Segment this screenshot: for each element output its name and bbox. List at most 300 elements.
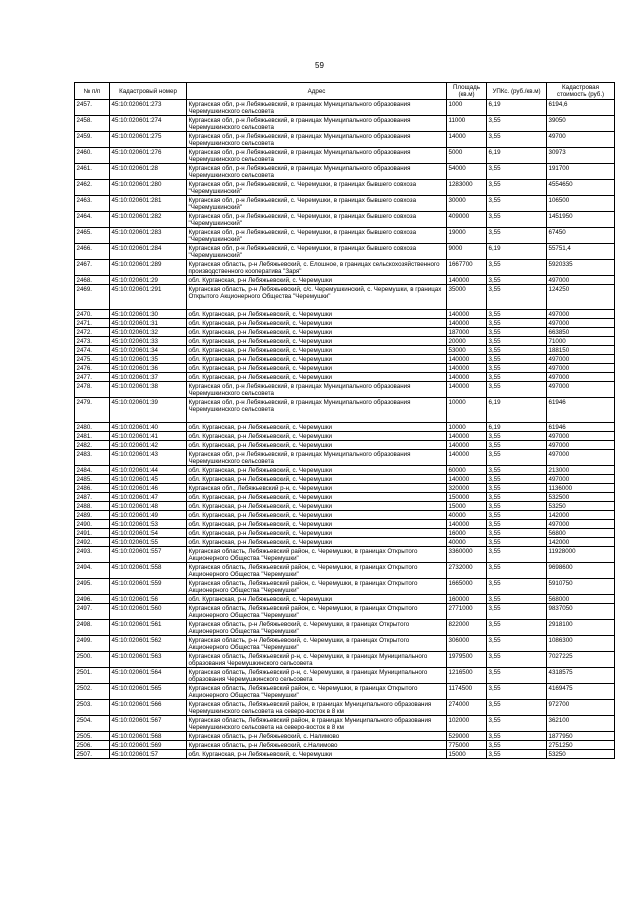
cell-area: 140000 xyxy=(447,441,487,450)
cell-address: обл. Курганская, р-н Лебяжьевский, с. Черемушки xyxy=(187,337,447,346)
cell-index: 2471. xyxy=(75,319,110,328)
table-row xyxy=(75,180,615,196)
cell-address: обл. Курганская, р-н Лебяжьевский, с. Черемушки xyxy=(187,595,447,604)
cell-index: 2479. xyxy=(75,398,110,423)
cell-upks: 3,55 xyxy=(487,520,547,529)
cell-index: 2469. xyxy=(75,285,110,310)
cell-area: 102000 xyxy=(447,716,487,732)
cell-upks: 3,55 xyxy=(487,502,547,511)
cell-cadastral-number: 45:10:020601:565 xyxy=(110,684,187,700)
cell-cadastral-number: 45:10:020601:53 xyxy=(110,520,187,529)
header-cadastral-number: Кадастровый номер xyxy=(110,83,187,100)
cell-upks: 3,55 xyxy=(487,276,547,285)
cell-address: Курганская обл, р-н Лебяжьевский, в границах Муниципального образования Черемушкинского сельсовета xyxy=(187,116,447,132)
cell-address: обл. Курганская, р-н Лебяжьевский, с. Черемушки xyxy=(187,355,447,364)
table-body xyxy=(75,100,615,759)
cell-area: 1979500 xyxy=(447,652,487,668)
cell-upks: 3,55 xyxy=(487,116,547,132)
table-row xyxy=(75,700,615,716)
cell-area: 10000 xyxy=(447,423,487,432)
cell-cadastral-value: 61946 xyxy=(547,398,615,423)
cell-cadastral-value: 568000 xyxy=(547,595,615,604)
cell-address: Курганская область, р-н Лебяжьевский, с. Черемушки, в границах Открытого Акционерного Общества "Черемушки" xyxy=(187,636,447,652)
cell-cadastral-value: 188150 xyxy=(547,346,615,355)
cell-cadastral-value: 1451950 xyxy=(547,212,615,228)
table-row xyxy=(75,668,615,684)
table-row xyxy=(75,466,615,475)
cell-index: 2458. xyxy=(75,116,110,132)
cell-index: 2501. xyxy=(75,668,110,684)
cell-upks: 3,55 xyxy=(487,652,547,668)
cell-cadastral-number: 45:10:020601:57 xyxy=(110,750,187,759)
cell-address: обл. Курганская, р-н Лебяжьевский, с. Черемушки xyxy=(187,466,447,475)
cell-index: 2486. xyxy=(75,484,110,493)
cell-cadastral-number: 45:10:020601:289 xyxy=(110,260,187,276)
header-area: Площадь (кв.м) xyxy=(447,83,487,100)
cell-address: Курганская обл, р-н Лебяжьевский, с. Черемушки, в границах бывшего совхоза "Черемушкинский" xyxy=(187,212,447,228)
table-row xyxy=(75,244,615,260)
cell-cadastral-value: 7027225 xyxy=(547,652,615,668)
table-row xyxy=(75,484,615,493)
cell-area: 409000 xyxy=(447,212,487,228)
cell-area: 15000 xyxy=(447,502,487,511)
cell-cadastral-value: 124250 xyxy=(547,285,615,310)
cell-cadastral-value: 5910750 xyxy=(547,579,615,595)
cell-cadastral-value: 106500 xyxy=(547,196,615,212)
cell-index: 2483. xyxy=(75,450,110,466)
cell-upks: 3,55 xyxy=(487,684,547,700)
cell-index: 2505. xyxy=(75,732,110,741)
cell-cadastral-value: 1086300 xyxy=(547,636,615,652)
cell-address: Курганская область, Лебяжьевский р-н, с. Черемушки, в границах Муниципального образования Черемушкинского сельсовета xyxy=(187,668,447,684)
cell-index: 2468. xyxy=(75,276,110,285)
cell-area: 53000 xyxy=(447,346,487,355)
table-row xyxy=(75,636,615,652)
cell-area: 1216500 xyxy=(447,668,487,684)
cell-area: 140000 xyxy=(447,319,487,328)
cell-cadastral-number: 45:10:020601:276 xyxy=(110,148,187,164)
cell-cadastral-number: 45:10:020601:562 xyxy=(110,636,187,652)
cell-index: 2467. xyxy=(75,260,110,276)
cell-cadastral-value: 362100 xyxy=(547,716,615,732)
cell-upks: 3,55 xyxy=(487,337,547,346)
cell-cadastral-value: 497000 xyxy=(547,364,615,373)
table-row xyxy=(75,382,615,398)
cell-cadastral-value: 53250 xyxy=(547,502,615,511)
cell-cadastral-value: 11928000 xyxy=(547,547,615,563)
cell-upks: 3,55 xyxy=(487,180,547,196)
cell-address: Курганская область, Лебяжьевский район, в границах Муниципального образования Черемушкинского сельсовета на северо-восток в 8 км xyxy=(187,716,447,732)
cell-upks: 3,55 xyxy=(487,373,547,382)
table-row xyxy=(75,319,615,328)
cell-cadastral-number: 45:10:020601:34 xyxy=(110,346,187,355)
cadastral-table xyxy=(74,82,615,759)
table-row xyxy=(75,620,615,636)
table-row xyxy=(75,547,615,563)
cell-cadastral-number: 45:10:020601:56 xyxy=(110,595,187,604)
table-row xyxy=(75,196,615,212)
cell-area: 10000 xyxy=(447,398,487,423)
cell-cadastral-value: 497000 xyxy=(547,432,615,441)
cell-address: Курганская область, Лебяжьевский район, с. Черемушки, в границах Открытого Акционерного Общества "Черемушки" xyxy=(187,563,447,579)
cell-area: 5000 xyxy=(447,148,487,164)
cell-index: 2463. xyxy=(75,196,110,212)
cell-area: 140000 xyxy=(447,475,487,484)
cell-upks: 3,55 xyxy=(487,636,547,652)
cell-cadastral-value: 497000 xyxy=(547,450,615,466)
cell-upks: 3,55 xyxy=(487,700,547,716)
cell-cadastral-value: 4318575 xyxy=(547,668,615,684)
cell-upks: 3,55 xyxy=(487,355,547,364)
cell-cadastral-value: 1136000 xyxy=(547,484,615,493)
cell-cadastral-value: 61946 xyxy=(547,423,615,432)
cell-index: 2494. xyxy=(75,563,110,579)
cell-area: 14000 xyxy=(447,132,487,148)
table-row xyxy=(75,100,615,116)
table-row xyxy=(75,595,615,604)
cell-cadastral-number: 45:10:020601:46 xyxy=(110,484,187,493)
table-row xyxy=(75,502,615,511)
cell-index: 2485. xyxy=(75,475,110,484)
table-row xyxy=(75,328,615,337)
cell-area: 150000 xyxy=(447,493,487,502)
cell-upks: 3,55 xyxy=(487,620,547,636)
cell-upks: 3,55 xyxy=(487,484,547,493)
table-header-row xyxy=(75,83,615,100)
table-row xyxy=(75,529,615,538)
cell-upks: 3,55 xyxy=(487,346,547,355)
cell-address: обл. Курганская, р-н Лебяжьевский, с. Черемушки xyxy=(187,373,447,382)
cell-cadastral-number: 45:10:020601:35 xyxy=(110,355,187,364)
cell-cadastral-number: 45:10:020601:561 xyxy=(110,620,187,636)
cell-index: 2488. xyxy=(75,502,110,511)
cell-cadastral-value: 4169475 xyxy=(547,684,615,700)
cell-cadastral-value: 9837050 xyxy=(547,604,615,620)
header-address: Адрес xyxy=(187,83,447,100)
cell-area: 60000 xyxy=(447,466,487,475)
table-row xyxy=(75,716,615,732)
cell-cadastral-value: 30973 xyxy=(547,148,615,164)
cell-index: 2459. xyxy=(75,132,110,148)
cell-address: Курганская область, Лебяжьевский район, с. Черемушки, в границах Открытого Акционерного Общества "Черемушки" xyxy=(187,604,447,620)
cell-address: Курганская обл, р-н Лебяжьевский, с. Черемушки, в границах бывшего совхоза "Черемушкинский" xyxy=(187,180,447,196)
table-row xyxy=(75,432,615,441)
cell-address: Курганская обл, р-н Лебяжьевский, с. Черемушки, в границах бывшего совхоза "Черемушкинский" xyxy=(187,244,447,260)
cell-cadastral-value: 2751250 xyxy=(547,741,615,750)
cell-area: 775000 xyxy=(447,741,487,750)
cell-index: 2503. xyxy=(75,700,110,716)
header-cadastral-value: Кадастровая стоимость (руб.) xyxy=(547,83,615,100)
cell-address: Курганская область, р-н Лебяжьевский, с/с. Черемушкинский, с. Черемушки, в границах Открытого Акционерного Общества "Черемушки" xyxy=(187,285,447,310)
cell-cadastral-number: 45:10:020601:42 xyxy=(110,441,187,450)
cell-cadastral-number: 45:10:020601:280 xyxy=(110,180,187,196)
cell-cadastral-number: 45:10:020601:48 xyxy=(110,502,187,511)
cell-cadastral-number: 45:10:020601:37 xyxy=(110,373,187,382)
cell-cadastral-value: 213000 xyxy=(547,466,615,475)
table-row xyxy=(75,579,615,595)
cell-address: Курганская обл, р-н Лебяжьевский, в границах Муниципального образования Черемушкинского сельсовета xyxy=(187,398,447,423)
cell-cadastral-value: 9698600 xyxy=(547,563,615,579)
table-row xyxy=(75,228,615,244)
cell-cadastral-value: 6194,6 xyxy=(547,100,615,116)
cell-index: 2495. xyxy=(75,579,110,595)
cell-address: Курганская обл., Лебяжьевский р-н, с. Черемушки xyxy=(187,484,447,493)
cell-upks: 3,55 xyxy=(487,579,547,595)
cell-area: 140000 xyxy=(447,355,487,364)
cell-area: 15000 xyxy=(447,750,487,759)
cell-area: 140000 xyxy=(447,373,487,382)
cell-cadastral-number: 45:10:020601:281 xyxy=(110,196,187,212)
cell-index: 2507. xyxy=(75,750,110,759)
cell-area: 140000 xyxy=(447,520,487,529)
cell-area: 16000 xyxy=(447,529,487,538)
cell-cadastral-value: 1877950 xyxy=(547,732,615,741)
cell-address: обл. Курганская, р-н Лебяжьевский, с. Черемушки xyxy=(187,750,447,759)
cell-upks: 3,55 xyxy=(487,466,547,475)
cell-upks: 3,55 xyxy=(487,750,547,759)
cell-index: 2480. xyxy=(75,423,110,432)
cell-upks: 3,55 xyxy=(487,563,547,579)
cell-cadastral-number: 45:10:020601:291 xyxy=(110,285,187,310)
cell-area: 54000 xyxy=(447,164,487,180)
cell-address: Курганская обл, р-н Лебяжьевский, в границах Муниципального образования Черемушкинского сельсовета xyxy=(187,100,447,116)
cell-upks: 3,55 xyxy=(487,164,547,180)
cell-cadastral-number: 45:10:020601:43 xyxy=(110,450,187,466)
cell-cadastral-value: 142000 xyxy=(547,511,615,520)
cell-index: 2500. xyxy=(75,652,110,668)
cell-address: обл. Курганская, р-н Лебяжьевский, с. Черемушки xyxy=(187,493,447,502)
cell-area: 187000 xyxy=(447,328,487,337)
cell-area: 9000 xyxy=(447,244,487,260)
header-index: № п/п xyxy=(75,83,110,100)
cell-cadastral-number: 45:10:020601:31 xyxy=(110,319,187,328)
table-row xyxy=(75,604,615,620)
cell-upks: 3,55 xyxy=(487,132,547,148)
cell-cadastral-value: 5920335 xyxy=(547,260,615,276)
cell-cadastral-number: 45:10:020601:283 xyxy=(110,228,187,244)
cell-upks: 3,55 xyxy=(487,196,547,212)
table-row xyxy=(75,652,615,668)
cell-index: 2477. xyxy=(75,373,110,382)
cell-upks: 3,55 xyxy=(487,432,547,441)
cell-area: 140000 xyxy=(447,450,487,466)
cell-upks: 3,55 xyxy=(487,511,547,520)
cell-address: Курганская область, Лебяжьевский район, с. Черемушки, в границах Открытого Акционерного Общества "Черемушки" xyxy=(187,684,447,700)
cell-cadastral-number: 45:10:020601:41 xyxy=(110,432,187,441)
cell-upks: 3,55 xyxy=(487,732,547,741)
cell-cadastral-value: 49700 xyxy=(547,132,615,148)
cell-address: Курганская обл, р-н Лебяжьевский, в границах Муниципального образования Черемушкинского сельсовета xyxy=(187,132,447,148)
cell-cadastral-number: 45:10:020601:560 xyxy=(110,604,187,620)
table-row xyxy=(75,164,615,180)
cell-address: обл. Курганская, р-н Лебяжьевский, с. Черемушки xyxy=(187,364,447,373)
table-row xyxy=(75,355,615,364)
cell-address: обл. Курганская, р-н Лебяжьевский, с. Черемушки xyxy=(187,511,447,520)
cell-cadastral-number: 45:10:020601:49 xyxy=(110,511,187,520)
cell-address: обл. Курганская, р-н Лебяжьевский, с. Черемушки xyxy=(187,502,447,511)
cell-index: 2465. xyxy=(75,228,110,244)
cell-address: обл. Курганская, р-н Лебяжьевский, с. Черемушки xyxy=(187,538,447,547)
cell-index: 2464. xyxy=(75,212,110,228)
cell-cadastral-value: 2918100 xyxy=(547,620,615,636)
cell-upks: 3,55 xyxy=(487,538,547,547)
cell-address: обл. Курганская, р-н Лебяжьевский, с. Черемушки xyxy=(187,423,447,432)
cell-address: Курганская область, р-н Лебяжьевский, с.Налимово xyxy=(187,741,447,750)
cell-index: 2482. xyxy=(75,441,110,450)
cell-cadastral-number: 45:10:020601:32 xyxy=(110,328,187,337)
cell-cadastral-number: 45:10:020601:558 xyxy=(110,563,187,579)
table-row xyxy=(75,511,615,520)
table-row xyxy=(75,364,615,373)
table-row xyxy=(75,116,615,132)
cell-cadastral-number: 45:10:020601:40 xyxy=(110,423,187,432)
cell-cadastral-number: 45:10:020601:557 xyxy=(110,547,187,563)
cell-cadastral-number: 45:10:020601:47 xyxy=(110,493,187,502)
cell-area: 320000 xyxy=(447,484,487,493)
cell-upks: 6,19 xyxy=(487,398,547,423)
cell-cadastral-number: 45:10:020601:39 xyxy=(110,398,187,423)
cell-cadastral-value: 497000 xyxy=(547,475,615,484)
cell-cadastral-value: 972700 xyxy=(547,700,615,716)
cell-index: 2472. xyxy=(75,328,110,337)
cell-cadastral-number: 45:10:020601:44 xyxy=(110,466,187,475)
cell-upks: 3,55 xyxy=(487,529,547,538)
cell-area: 2732000 xyxy=(447,563,487,579)
cell-cadastral-value: 191700 xyxy=(547,164,615,180)
cell-index: 2492. xyxy=(75,538,110,547)
cell-address: обл. Курганская, р-н Лебяжьевский, с. Черемушки xyxy=(187,432,447,441)
table-row xyxy=(75,538,615,547)
cell-area: 140000 xyxy=(447,310,487,319)
cell-address: Курганская обл, р-н Лебяжьевский, в границах Муниципального образования Черемушкинского сельсовета xyxy=(187,450,447,466)
cell-address: Курганская область, р-н Лебяжьевский, с. Налимово xyxy=(187,732,447,741)
page-number: 59 xyxy=(315,61,324,70)
cell-upks: 3,55 xyxy=(487,547,547,563)
cell-area: 2771000 xyxy=(447,604,487,620)
cell-cadastral-value: 532500 xyxy=(547,493,615,502)
cell-area: 140000 xyxy=(447,364,487,373)
cell-index: 2504. xyxy=(75,716,110,732)
cell-upks: 6,19 xyxy=(487,100,547,116)
cell-index: 2506. xyxy=(75,741,110,750)
table-row xyxy=(75,493,615,502)
cell-index: 2460. xyxy=(75,148,110,164)
table-row xyxy=(75,132,615,148)
cell-cadastral-number: 45:10:020601:563 xyxy=(110,652,187,668)
cell-area: 140000 xyxy=(447,276,487,285)
cell-upks: 3,55 xyxy=(487,328,547,337)
cell-upks: 3,55 xyxy=(487,260,547,276)
cell-upks: 3,55 xyxy=(487,441,547,450)
table-row xyxy=(75,750,615,759)
cell-area: 35000 xyxy=(447,285,487,310)
cell-address: Курганская область, Лебяжьевский район, в границах Муниципального образования Черемушкинского сельсовета на северо-восток в 8 км xyxy=(187,700,447,716)
cell-cadastral-number: 45:10:020601:284 xyxy=(110,244,187,260)
cell-area: 160000 xyxy=(447,595,487,604)
cell-address: обл. Курганская, р-н Лебяжьевский, с. Черемушки xyxy=(187,520,447,529)
cell-area: 3360000 xyxy=(447,547,487,563)
cell-index: 2489. xyxy=(75,511,110,520)
cell-area: 1667700 xyxy=(447,260,487,276)
cell-upks: 6,19 xyxy=(487,423,547,432)
table-row xyxy=(75,260,615,276)
cell-area: 30000 xyxy=(447,196,487,212)
cell-cadastral-value: 497000 xyxy=(547,441,615,450)
cell-area: 1174500 xyxy=(447,684,487,700)
cell-area: 20000 xyxy=(447,337,487,346)
cell-cadastral-value: 497000 xyxy=(547,373,615,382)
cell-index: 2466. xyxy=(75,244,110,260)
table-row xyxy=(75,276,615,285)
cell-area: 1283000 xyxy=(447,180,487,196)
cell-index: 2457. xyxy=(75,100,110,116)
cell-area: 11000 xyxy=(447,116,487,132)
cell-address: Курганская обл, р-н Лебяжьевский, в границах Муниципального образования Черемушкинского сельсовета xyxy=(187,164,447,180)
table-row xyxy=(75,684,615,700)
cell-index: 2462. xyxy=(75,180,110,196)
cell-cadastral-number: 45:10:020601:566 xyxy=(110,700,187,716)
cell-upks: 6,19 xyxy=(487,148,547,164)
table-row xyxy=(75,741,615,750)
cell-cadastral-number: 45:10:020601:568 xyxy=(110,732,187,741)
table-row xyxy=(75,212,615,228)
cell-area: 140000 xyxy=(447,432,487,441)
cell-index: 2502. xyxy=(75,684,110,700)
cell-upks: 3,55 xyxy=(487,310,547,319)
cell-index: 2476. xyxy=(75,364,110,373)
cell-cadastral-value: 497000 xyxy=(547,310,615,319)
cell-cadastral-number: 45:10:020601:275 xyxy=(110,132,187,148)
cell-cadastral-number: 45:10:020601:282 xyxy=(110,212,187,228)
cell-index: 2473. xyxy=(75,337,110,346)
cell-cadastral-number: 45:10:020601:273 xyxy=(110,100,187,116)
cell-address: Курганская область, р-н Лебяжьевский, с. Черемушки, в границах Открытого Акционерного Общества "Черемушки" xyxy=(187,620,447,636)
cell-cadastral-value: 497000 xyxy=(547,276,615,285)
cell-address: Курганская область, Лебяжьевский район, с. Черемушки, в границах Открытого Акционерного Общества "Черемушки" xyxy=(187,547,447,563)
cell-cadastral-number: 45:10:020601:567 xyxy=(110,716,187,732)
cell-cadastral-number: 45:10:020601:36 xyxy=(110,364,187,373)
cell-address: Курганская обл, р-н Лебяжьевский, с. Черемушки, в границах бывшего совхоза "Черемушкинский" xyxy=(187,228,447,244)
cell-address: Курганская обл, р-н Лебяжьевский, в границах Муниципального образования Черемушкинского сельсовета xyxy=(187,382,447,398)
table-row xyxy=(75,398,615,423)
cell-cadastral-value: 663850 xyxy=(547,328,615,337)
table-row xyxy=(75,441,615,450)
cell-index: 2498. xyxy=(75,620,110,636)
cell-address: обл. Курганская, р-н Лебяжьевский, с. Черемушки xyxy=(187,328,447,337)
cell-cadastral-value: 53250 xyxy=(547,750,615,759)
cell-upks: 3,55 xyxy=(487,382,547,398)
table-row xyxy=(75,373,615,382)
cell-area: 140000 xyxy=(447,382,487,398)
cell-index: 2487. xyxy=(75,493,110,502)
cell-upks: 3,55 xyxy=(487,319,547,328)
cell-index: 2474. xyxy=(75,346,110,355)
cell-index: 2478. xyxy=(75,382,110,398)
cell-cadastral-value: 142000 xyxy=(547,538,615,547)
cell-cadastral-value: 497000 xyxy=(547,520,615,529)
cell-upks: 3,55 xyxy=(487,668,547,684)
table-row xyxy=(75,310,615,319)
table-row xyxy=(75,285,615,310)
cell-upks: 3,55 xyxy=(487,450,547,466)
cell-cadastral-number: 45:10:020601:28 xyxy=(110,164,187,180)
cell-cadastral-number: 45:10:020601:274 xyxy=(110,116,187,132)
cell-address: Курганская область, Лебяжьевский район, с. Черемушки, в границах Открытого Акционерного Общества "Черемушки" xyxy=(187,579,447,595)
cell-index: 2491. xyxy=(75,529,110,538)
cell-upks: 3,55 xyxy=(487,595,547,604)
cell-cadastral-number: 45:10:020601:29 xyxy=(110,276,187,285)
cell-cadastral-value: 39050 xyxy=(547,116,615,132)
